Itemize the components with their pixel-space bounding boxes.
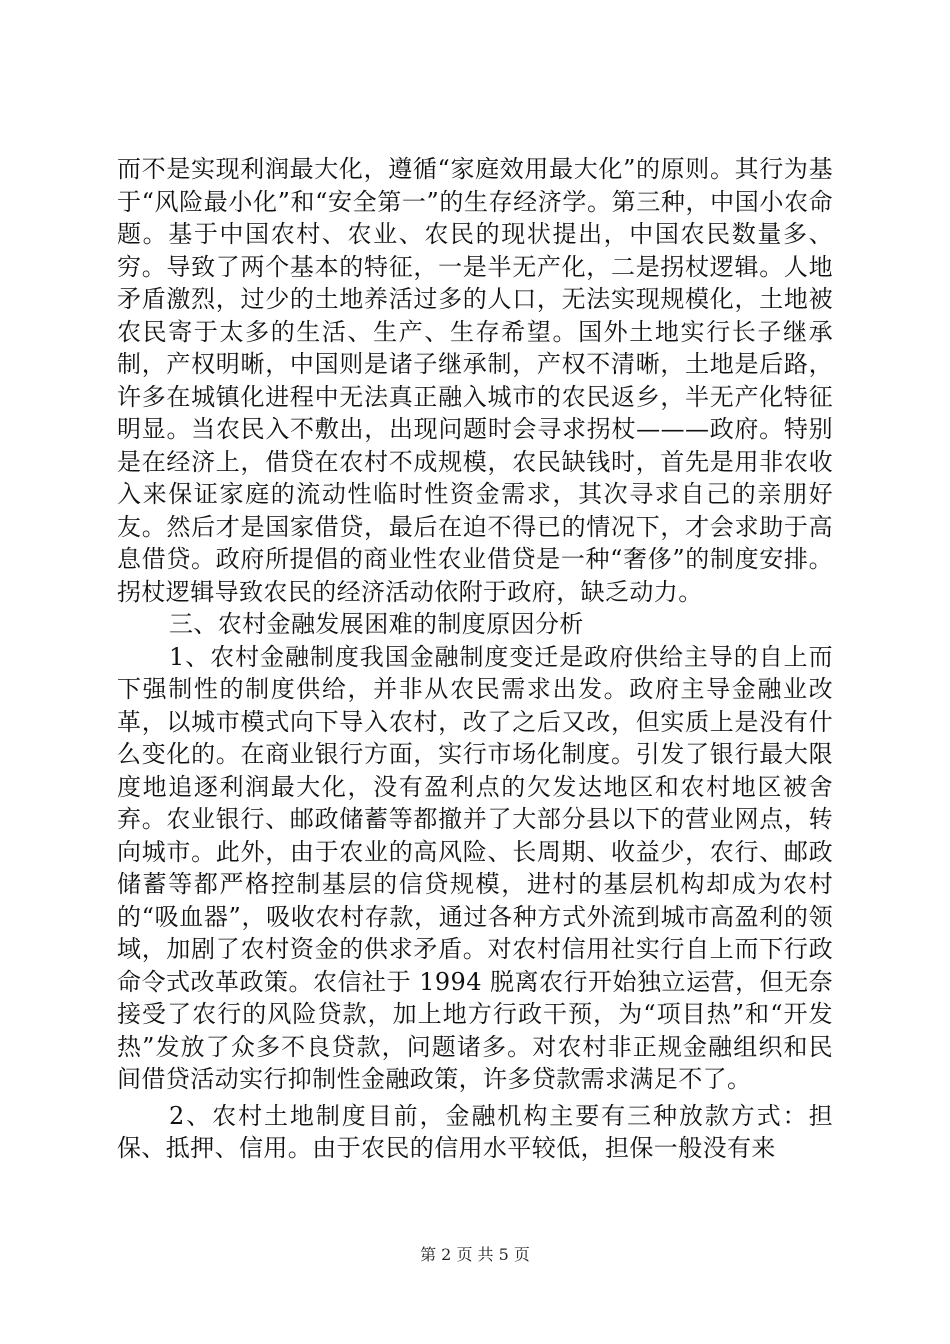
section-heading: 三、农村金融发展困难的制度原因分析 xyxy=(169,610,584,638)
page-number-footer: 第 2 页 共 5 页 xyxy=(420,1245,530,1264)
document-body xyxy=(117,153,833,1165)
paragraph-continuation: 而不是实现利润最大化，遵循“家庭效用最大化”的原则。其行为基于“风险最小化”和“安全第一”的生存经济学。第三种，中国小农命题。基于中国农村、农业、农民的现状提出，中国农民数量多、穷。导致了两个基本的特征，一是半无产化，二是拐杖逻辑。人地矛盾激烈，过少的土地养活过多的人口，无法实现规模化，土地被农民寄于太多的生活、生产、生存希望。国外土地实行长子继承制，产权明晰，中国则是诸子继承制，产权不清晰，土地是后路，许多在城镇化进程中无法真正融入城市的农民返乡，半无产化特征明显。当农民入不敷出，出现问题时会寻求拐杖———政府。特别是在经济上，借贷在农村不成规模，农民缺钱时，首先是用非农收入来保证家庭的流动性临时性资金需求，其次寻求自己的亲朋好友。然后才是国家借贷，最后在迫不得已的情况下，才会求助于高息借贷。政府所提倡的商业性农业借贷是一种“奢侈”的制度安排。拐杖逻辑导致农民的经济活动依附于政府，缺乏动力。 xyxy=(117,155,833,606)
paragraph-rural-finance-system: 1、农村金融制度我国金融制度变迁是政府供给主导的自上而下强制性的制度供给，并非从农民需求出发。政府主导金融业改革，以城市模式向下导入农村，改了之后又改，但实质上是没有什么变化的。在商业银行方面，实行市场化制度。引发了银行最大限度地追逐利润最大化，没有盈利点的欠发达地区和农村地区被舍弃。农业银行、邮政储蓄等都撤并了大部分县以下的营业网点，转向城市。此外，由于农业的高风险、长周期、收益少，农行、邮政储蓄等都严格控制基层的信贷规模，进村的基层机构却成为农村的“吸血器”，吸收农村存款，通过各种方式外流到城市高盈利的领域，加剧了农村资金的供求矛盾。对农村信用社实行自上而下行政命令式改革政策。农信社于 1994 脱离农行开始独立运营，但无奈接受了农行的风险贷款，加上地方行政干预，为“项目热”和“开发热”发放了众多不良贷款，问题诸多。对农村非正规金融组织和民间借贷活动实行抑制性金融政策，许多贷款需求满足不了。 xyxy=(117,642,833,1093)
paragraph-rural-land-system: 2、农村土地制度目前，金融机构主要有三种放款方式：担保、抵押、信用。由于农民的信用水平较低，担保一般没有来 xyxy=(117,1101,833,1162)
